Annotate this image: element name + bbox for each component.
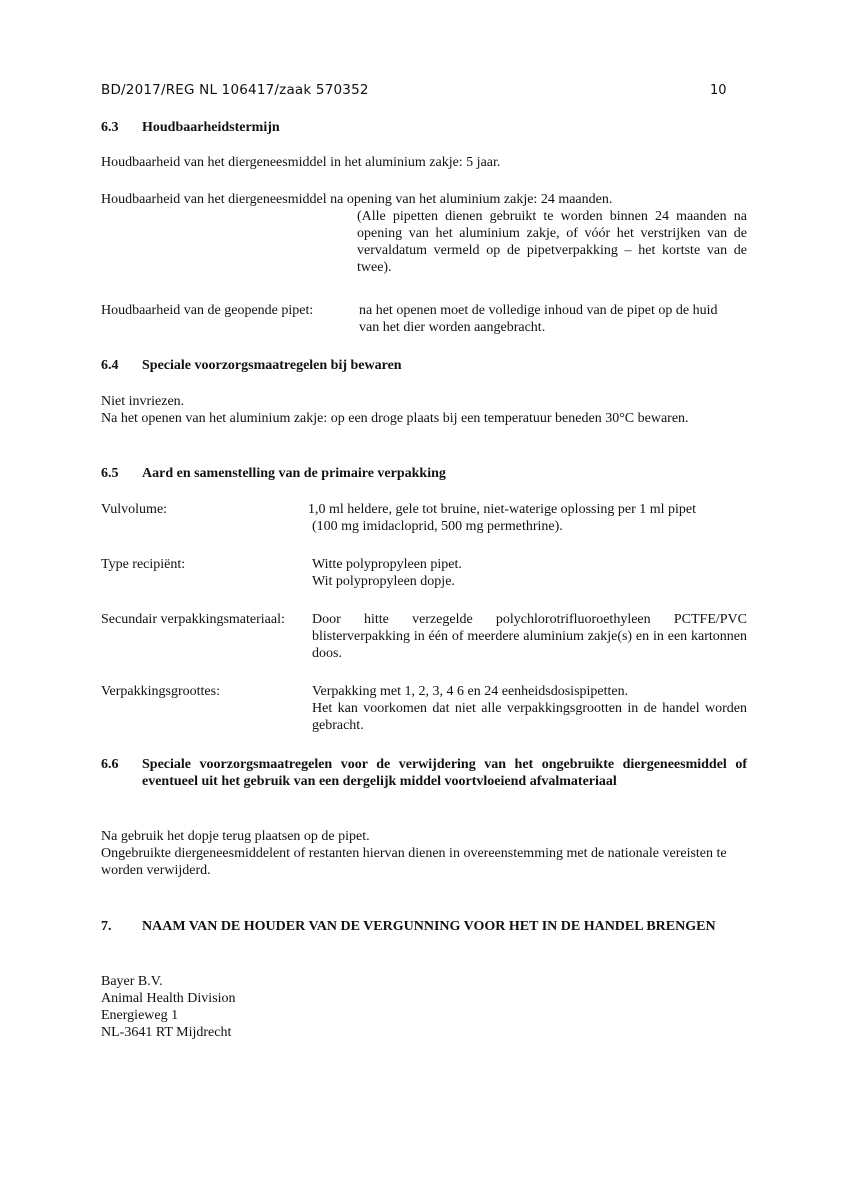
pack-sizes-text: Verpakking met 1, 2, 3, 4 6 en 24 eenheidsdosispipetten. bbox=[312, 684, 629, 699]
holder-name: Bayer B.V. bbox=[101, 974, 163, 989]
opened-pipet-text: na het openen moet de volledige inhoud van de pipet op de huid van het dier worden aangebracht. bbox=[359, 303, 718, 335]
shelf-life-opened: Houdbaarheid van het diergeneesmiddel na opening van het aluminium zakje: 24 maanden. bbox=[101, 192, 613, 207]
container-type-label: Type recipiënt: bbox=[101, 557, 186, 572]
fill-volume-text: 1,0 ml heldere, gele tot bruine, niet-waterige oplossing per 1 ml pipet bbox=[308, 502, 697, 517]
secondary-packaging-text: Door hitte verzegelde polychlorotrifluoroethyleen PCTFE/PVC blisterverpakking in één of meerdere aluminium zakje(s) en in een kartonnen doos. bbox=[312, 612, 747, 661]
shelf-life-unopened: Houdbaarheid van het diergeneesmiddel in het aluminium zakje: 5 jaar. bbox=[101, 155, 501, 170]
holder-address bbox=[101, 973, 236, 1041]
holder-division: Animal Health Division bbox=[101, 991, 236, 1006]
opened-pipet-label: Houdbaarheid van de geopende pipet: bbox=[101, 303, 314, 318]
secondary-packaging-label: Secundair verpakkingsmateriaal: bbox=[101, 612, 285, 627]
container-type-pipet: Witte polypropyleen pipet. bbox=[312, 557, 462, 572]
section-title-6-4: Speciale voorzorgsmaatregelen bij bewaren bbox=[142, 358, 402, 373]
storage-after-opening: Na het openen van het aluminium zakje: op een droge plaats bij een temperatuur beneden 30°C bewaren. bbox=[101, 411, 689, 426]
container-type-cap: Wit polypropyleen dopje. bbox=[312, 574, 455, 589]
document-reference: BD/2017/REG NL 106417/zaak 570352 bbox=[101, 82, 369, 98]
holder-city: NL-3641 RT Mijdrecht bbox=[101, 1025, 232, 1040]
section-number-6-5: 6.5 bbox=[101, 466, 119, 481]
section-title-6-5: Aard en samenstelling van de primaire verpakking bbox=[142, 466, 446, 481]
section-title-7: NAAM VAN DE HOUDER VAN DE VERGUNNING VOOR HET IN DE HANDEL BRENGEN bbox=[142, 919, 716, 934]
pack-sizes-label: Verpakkingsgroottes: bbox=[101, 684, 220, 699]
section-number-6-3: 6.3 bbox=[101, 120, 119, 135]
disposal-cap-instruction: Na gebruik het dopje terug plaatsen op de pipet. bbox=[101, 829, 370, 844]
disposal-requirements: Ongebruikte diergeneesmiddelent of restanten hiervan dienen in overeenstemming met de nationale vereisten te worden verwijderd. bbox=[101, 846, 727, 878]
section-number-6-6: 6.6 bbox=[101, 757, 119, 772]
section-number-6-4: 6.4 bbox=[101, 358, 119, 373]
pack-sizes-note: Het kan voorkomen dat niet alle verpakkingsgrootten in de handel worden gebracht. bbox=[312, 701, 747, 733]
holder-street: Energieweg 1 bbox=[101, 1008, 179, 1023]
fill-volume-label: Vulvolume: bbox=[101, 502, 168, 517]
section-number-7: 7. bbox=[101, 919, 112, 934]
storage-no-freeze: Niet invriezen. bbox=[101, 394, 185, 409]
fill-volume-composition: (100 mg imidacloprid, 500 mg permethrine). bbox=[312, 519, 563, 534]
shelf-life-note: (Alle pipetten dienen gebruikt te worden binnen 24 maanden na opening van het aluminium zakje, of vóór het verstrijken van de vervaldatum vermeld op de pipetverpakking – het kortste van de twee). bbox=[357, 209, 747, 275]
page-number: 10 bbox=[710, 83, 727, 98]
section-title-6-6: Speciale voorzorgsmaatregelen voor de verwijdering van het ongebruikte diergeneesmiddel of eventueel uit het gebruik van een dergelijk middel voortvloeiend afvalmateriaal bbox=[142, 757, 747, 789]
section-title-6-3: Houdbaarheidstermijn bbox=[142, 120, 280, 135]
